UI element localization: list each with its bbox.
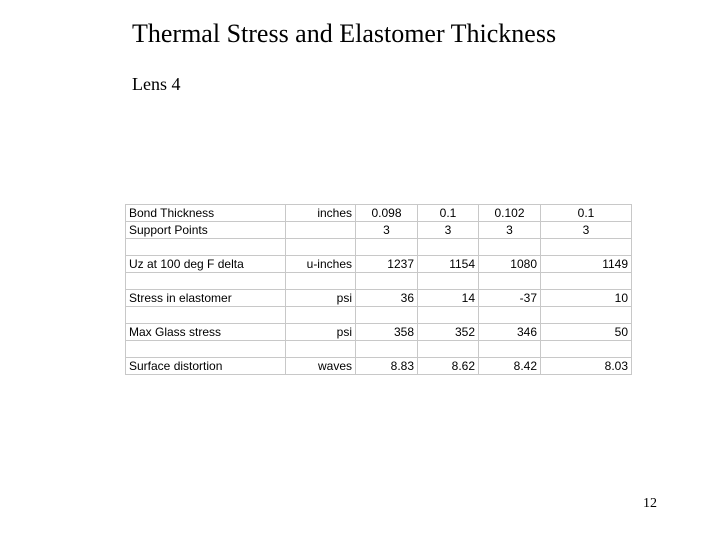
table-cell: 1237 (356, 256, 418, 273)
table-row-stress-elastomer (126, 290, 632, 307)
table-cell: -37 (479, 290, 541, 307)
empty-cell (541, 273, 632, 290)
table-cell: 3 (479, 222, 541, 239)
empty-cell (286, 341, 356, 358)
table-row-empty (126, 307, 632, 324)
empty-cell (418, 239, 479, 256)
table-row-empty (126, 239, 632, 256)
table-cell: 8.83 (356, 358, 418, 375)
table-row-support-points (126, 222, 632, 239)
table-row-bond-thickness (126, 205, 632, 222)
table-cell: 8.03 (541, 358, 632, 375)
row-unit: psi (286, 324, 356, 341)
table-cell: 3 (541, 222, 632, 239)
row-label: Uz at 100 deg F delta (126, 256, 286, 273)
empty-cell (356, 307, 418, 324)
table-cell: 358 (356, 324, 418, 341)
empty-cell (541, 239, 632, 256)
empty-cell (479, 341, 541, 358)
table-cell: 1080 (479, 256, 541, 273)
table-cell: 0.102 (479, 205, 541, 222)
empty-cell (418, 307, 479, 324)
empty-cell (126, 307, 286, 324)
row-unit: inches (286, 205, 356, 222)
empty-cell (356, 341, 418, 358)
row-unit: psi (286, 290, 356, 307)
table-cell: 0.1 (541, 205, 632, 222)
table-cell: 3 (356, 222, 418, 239)
empty-cell (286, 307, 356, 324)
table-cell: 10 (541, 290, 632, 307)
slide-subtitle: Lens 4 (132, 74, 181, 94)
table-cell: 0.098 (356, 205, 418, 222)
table-cell: 8.42 (479, 358, 541, 375)
table-cell: 14 (418, 290, 479, 307)
empty-cell (126, 341, 286, 358)
empty-cell (126, 239, 286, 256)
table-cell: 50 (541, 324, 632, 341)
table-cell: 36 (356, 290, 418, 307)
table-cell: 8.62 (418, 358, 479, 375)
empty-cell (286, 273, 356, 290)
empty-cell (479, 307, 541, 324)
table-row-empty (126, 273, 632, 290)
empty-cell (418, 273, 479, 290)
page-number: 12 (643, 496, 657, 511)
table-row-uz (126, 256, 632, 273)
table-row-empty (126, 341, 632, 358)
table-row-surface-distortion (126, 358, 632, 375)
row-unit: u-inches (286, 256, 356, 273)
row-label: Bond Thickness (126, 205, 286, 222)
empty-cell (541, 307, 632, 324)
row-unit (286, 222, 356, 239)
row-unit: waves (286, 358, 356, 375)
empty-cell (479, 273, 541, 290)
table-cell: 352 (418, 324, 479, 341)
empty-cell (418, 341, 479, 358)
row-label: Support Points (126, 222, 286, 239)
slide-title: Thermal Stress and Elastomer Thickness (132, 19, 557, 48)
empty-cell (479, 239, 541, 256)
table-cell: 1149 (541, 256, 632, 273)
table-cell: 3 (418, 222, 479, 239)
row-label: Max Glass stress (126, 324, 286, 341)
empty-cell (126, 273, 286, 290)
empty-cell (356, 239, 418, 256)
table-cell: 1154 (418, 256, 479, 273)
table-cell: 0.1 (418, 205, 479, 222)
row-label: Surface distortion (126, 358, 286, 375)
empty-cell (356, 273, 418, 290)
table-cell: 346 (479, 324, 541, 341)
table-row-max-glass-stress (126, 324, 632, 341)
empty-cell (286, 239, 356, 256)
empty-cell (541, 341, 632, 358)
row-label: Stress in elastomer (126, 290, 286, 307)
spreadsheet-table (125, 204, 632, 375)
